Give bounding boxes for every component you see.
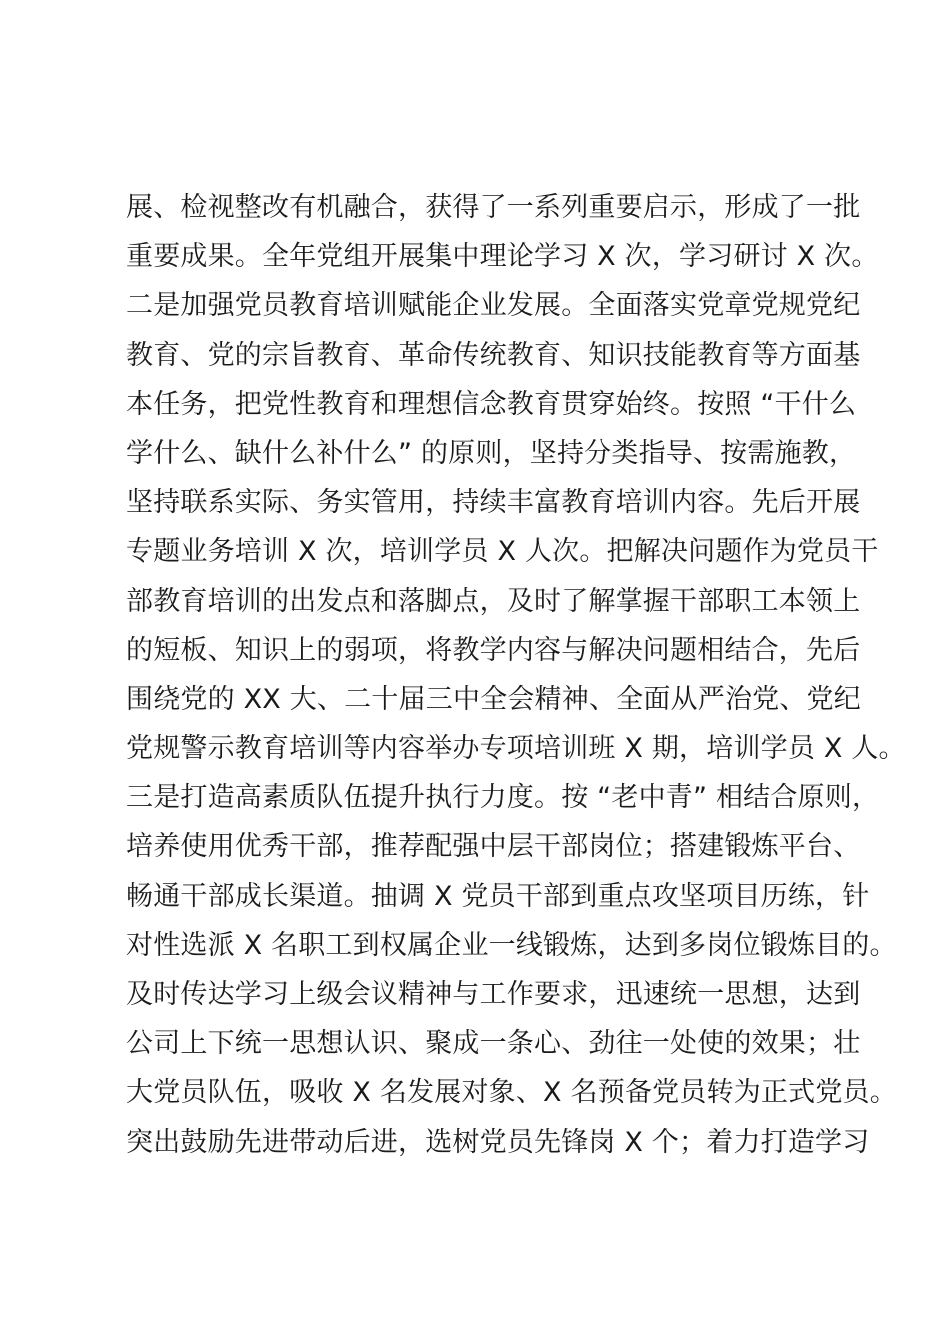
text-line: 及时传达学习上级会议精神与工作要求，迅速统一思想，达到 [126, 979, 861, 1010]
text-line: 党规警示教育培训等内容举办专项培训班 X 期，培训学员 X 人。 [126, 733, 906, 765]
text-line: 的短板、知识上的弱项，将教学内容与解决问题相结合，先后 [126, 634, 861, 666]
text-line: 围绕党的 XX 大、二十届三中全会精神、全面从严治党、党纪 [126, 683, 861, 715]
text-line: 坚持联系实际、务实管用，持续丰富教育培训内容。先后开展 [126, 487, 861, 519]
text-line: 专题业务培训 X 次，培训学员 X 人次。把解决问题作为党员干 [126, 536, 879, 568]
text-line: 培养使用优秀干部，推荐配强中层干部岗位；搭建锻炼平台、 [126, 831, 861, 863]
text-line: 突出鼓励先进带动后进，选树党员先锋岗 X 个；着力打造学习 [126, 1126, 870, 1158]
body-text [126, 183, 906, 1167]
text-line: 展、检视整改有机融合，获得了一系列重要启示，形成了一批 [126, 192, 861, 223]
text-line: 对性选派 X 名职工到权属企业一线锻炼，达到多岗位锻炼目的。 [126, 929, 897, 961]
text-line: 学什么、缺什么补什么” 的原则，坚持分类指导、按需施教， [126, 437, 857, 469]
text-line: 二是加强党员教育培训赋能企业发展。全面落实党章党规党纪 [126, 290, 861, 322]
text-line: 畅通干部成长渠道。抽调 X 党员干部到重点攻坚项目历练，针 [126, 880, 870, 912]
text-line: 大党员队伍，吸收 X 名发展对象、X 名预备党员转为正式党员。 [126, 1077, 897, 1109]
text-line: 重要成果。全年党组开展集中理论学习 X 次，学习研讨 X 次。 [126, 241, 879, 273]
text-line: 本任务，把党性教育和理想信念教育贯穿始终。按照 “干什么 [126, 388, 857, 420]
text-line: 部教育培训的出发点和落脚点，及时了解掌握干部职工本领上 [126, 585, 861, 617]
text-line: 公司上下统一思想认识、聚成一条心、劲往一处使的效果；壮 [126, 1028, 861, 1060]
text-line: 三是打造高素质队伍提升执行力度。按 “老中青” 相结合原则， [126, 782, 880, 814]
text-line: 教育、党的宗旨教育、革命传统教育、知识技能教育等方面基 [126, 339, 861, 371]
